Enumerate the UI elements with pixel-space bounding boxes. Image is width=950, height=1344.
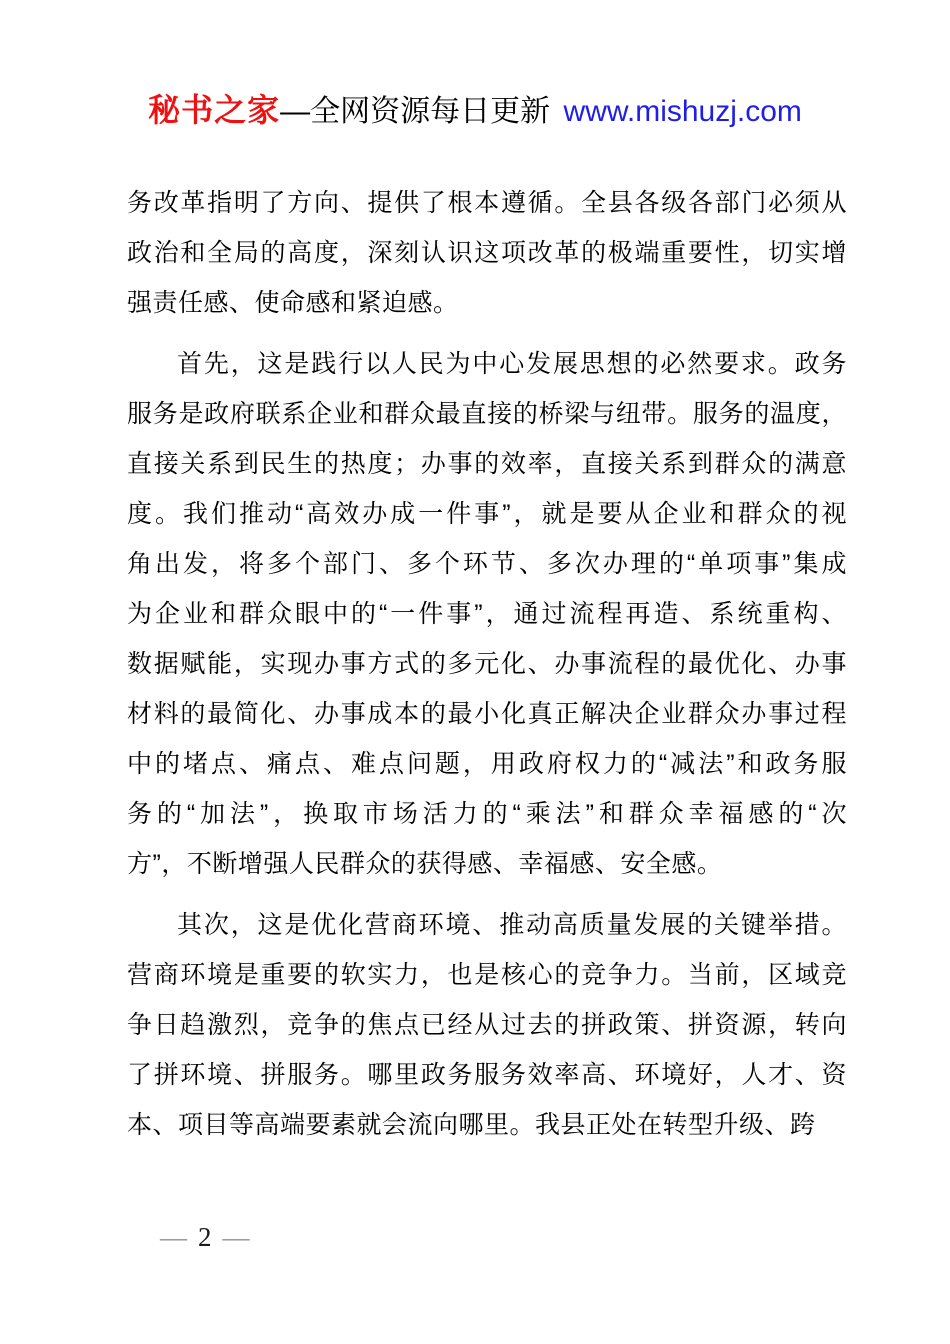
text-line: 直接关系到民生的热度；办事的效率，直接关系到群众的满意 (127, 450, 847, 478)
page-number-value: 2 (198, 1222, 212, 1252)
paragraph (127, 900, 847, 1150)
header-tagline: —全网资源每日更新 (280, 95, 551, 128)
page-number (160, 1218, 250, 1256)
page-number-dash-left: — (160, 1222, 187, 1252)
text-line: 中的堵点、痛点、难点问题，用政府权力的“减法”和政务服 (127, 750, 847, 778)
text-line: 服务是政府联系企业和群众最直接的桥梁与纽带。服务的温度， (127, 400, 847, 428)
text-line: 营商环境是重要的软实力，也是核心的竞争力。当前，区域竞 (127, 961, 847, 989)
text-line: 数据赋能，实现办事方式的多元化、办事流程的最优化、办事 (127, 650, 847, 678)
paragraph (127, 339, 847, 889)
document-body (127, 178, 847, 1161)
paragraph (127, 178, 847, 328)
page-number-dash-right: — (222, 1222, 250, 1252)
text-line: 材料的最简化、办事成本的最小化真正解决企业群众办事过程 (127, 700, 847, 728)
text-line: 方”，不断增强人民群众的获得感、幸福感、安全感。 (127, 850, 723, 878)
text-line: 强责任感、使命感和紧迫感。 (127, 289, 459, 317)
watermark-header (0, 85, 950, 131)
text-line: 务改革指明了方向、提供了根本遵循。全县各级各部门必须从 (127, 189, 847, 217)
site-url-link[interactable]: www.mishuzj.com (563, 95, 802, 128)
text-line: 了拼环境、拼服务。哪里政务服务效率高、环境好，人才、资 (127, 1061, 847, 1089)
text-line: 务的“加法”，换取市场活力的“乘法”和群众幸福感的“次 (127, 800, 847, 828)
text-line: 本、项目等高端要素就会流向哪里。我县正处在转型升级、跨 (127, 1111, 816, 1139)
text-line: 角出发，将多个部门、多个环节、多次办理的“单项事”集成 (127, 550, 847, 578)
brand-name: 秘书之家 (148, 92, 281, 128)
text-line: 政治和全局的高度，深刻认识这项改革的极端重要性，切实增 (127, 239, 847, 267)
text-line: 首先，这是践行以人民为中心发展思想的必然要求。政务 (177, 350, 847, 378)
text-line: 争日趋激烈，竞争的焦点已经从过去的拼政策、拼资源，转向 (127, 1011, 847, 1039)
text-line: 为企业和群众眼中的“一件事”，通过流程再造、系统重构、 (127, 600, 847, 628)
text-line: 其次，这是优化营商环境、推动高质量发展的关键举措。 (177, 911, 847, 939)
text-line: 度。我们推动“高效办成一件事”，就是要从企业和群众的视 (127, 500, 847, 528)
